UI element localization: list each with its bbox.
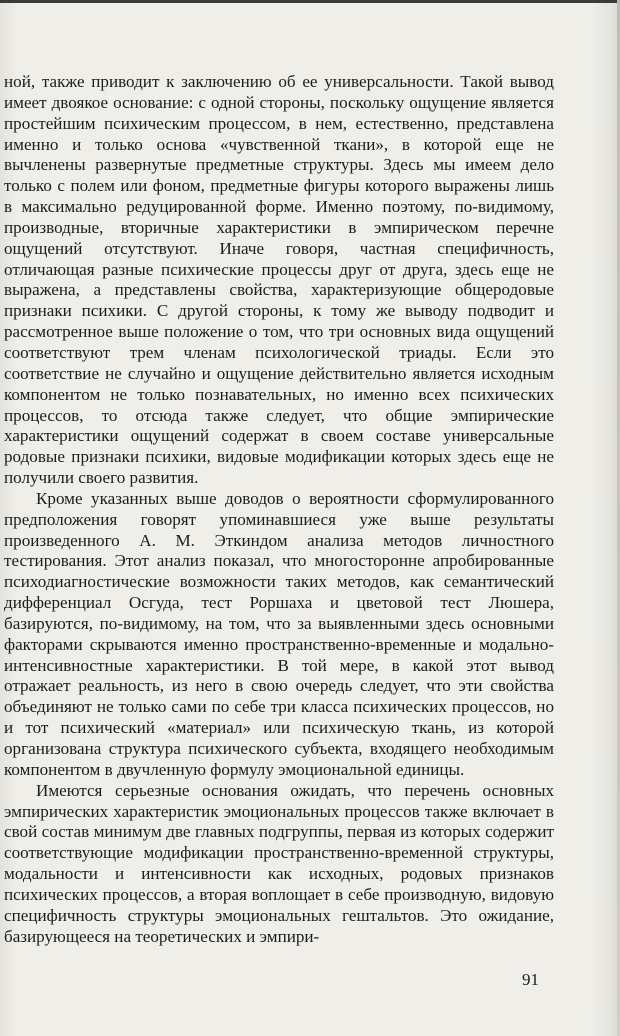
page-number: 91 bbox=[522, 970, 539, 989]
paragraph-3: Имеются серьезные основания ожидать, что перечень основных эмпирических характеристик эмоциональных процессов также включает в свой состав минимум две главных подгруппы, первая из которых содержит соответствующие модификации пространственно-временной структуры, модальности и интенсивности как исходных, родовых признаков психических процессов, а вторая воплощает в себе производную, видовую специфичность структуры эмоциональных гештальтов. Это ожидание, базирующееся на теоретических и эмпири- bbox=[4, 780, 554, 946]
paragraph-2: Кроме указанных выше доводов о вероятности сформулированного предположения говорят упоминавшиеся уже выше результаты произведенного А. М. Эткиндом анализа методов личностного тестирования. Этот анализ показал, что многосторонне апробированные психодиагностические возможности таких методов, как семантический дифференциал Осгуда, тест Роршаха и цветовой тест Люшера, базируются, по-видимому, на том, что за выявленными здесь основными факторами скрываются именно пространственно-временные и модально-интенсивностные характеристики. В той мере, в какой этот вывод отражает реальность, из него в свою очередь следует, что эти свойства объединяют не только сами по себе три класса психических процессов, но и тот психический «материал» или психическую ткань, из которой организована структура психического субъекта, входящего необходимым компонентом в двучленную формулу эмоциональной единицы. bbox=[4, 488, 554, 779]
body-text bbox=[4, 72, 554, 947]
page-top-edge bbox=[0, 0, 620, 3]
paragraph-1: ной, также приводит к заключению об ее универсальности. Такой вывод имеет двоякое основание: с одной стороны, поскольку ощущение является простейшим психическим процессом, в нем, естественно, представлена именно и только основа «чувственной ткани», в которой еще не вычленены развернутые предметные структуры. Здесь мы имеем дело только с полем или фоном, предметные фигуры которого выражены лишь в максимально редуцированной форме. Именно поэтому, по-видимому, производные, вторичные характеристики в эмпирическом перечне ощущений отсутствуют. Иначе говоря, частная специфичность, отличающая разные психические процессы друг от друга, здесь еще не выражена, а представлены свойства, характеризующие общеродовые признаки психики. С другой стороны, к тому же выводу подводит и рассмотренное выше положение о том, что три основных вида ощущений соответствуют трем членам психологической триады. Если это соответствие не случайно и ощущение действительно является исходным компонентом не только познавательных, но именно всех психических процессов, то отсюда также следует, что общие эмпирические характеристики ощущений содержат в своем составе универсальные родовые признаки психики, видовые модификации которых здесь еще не получили своего развития. bbox=[4, 72, 554, 488]
